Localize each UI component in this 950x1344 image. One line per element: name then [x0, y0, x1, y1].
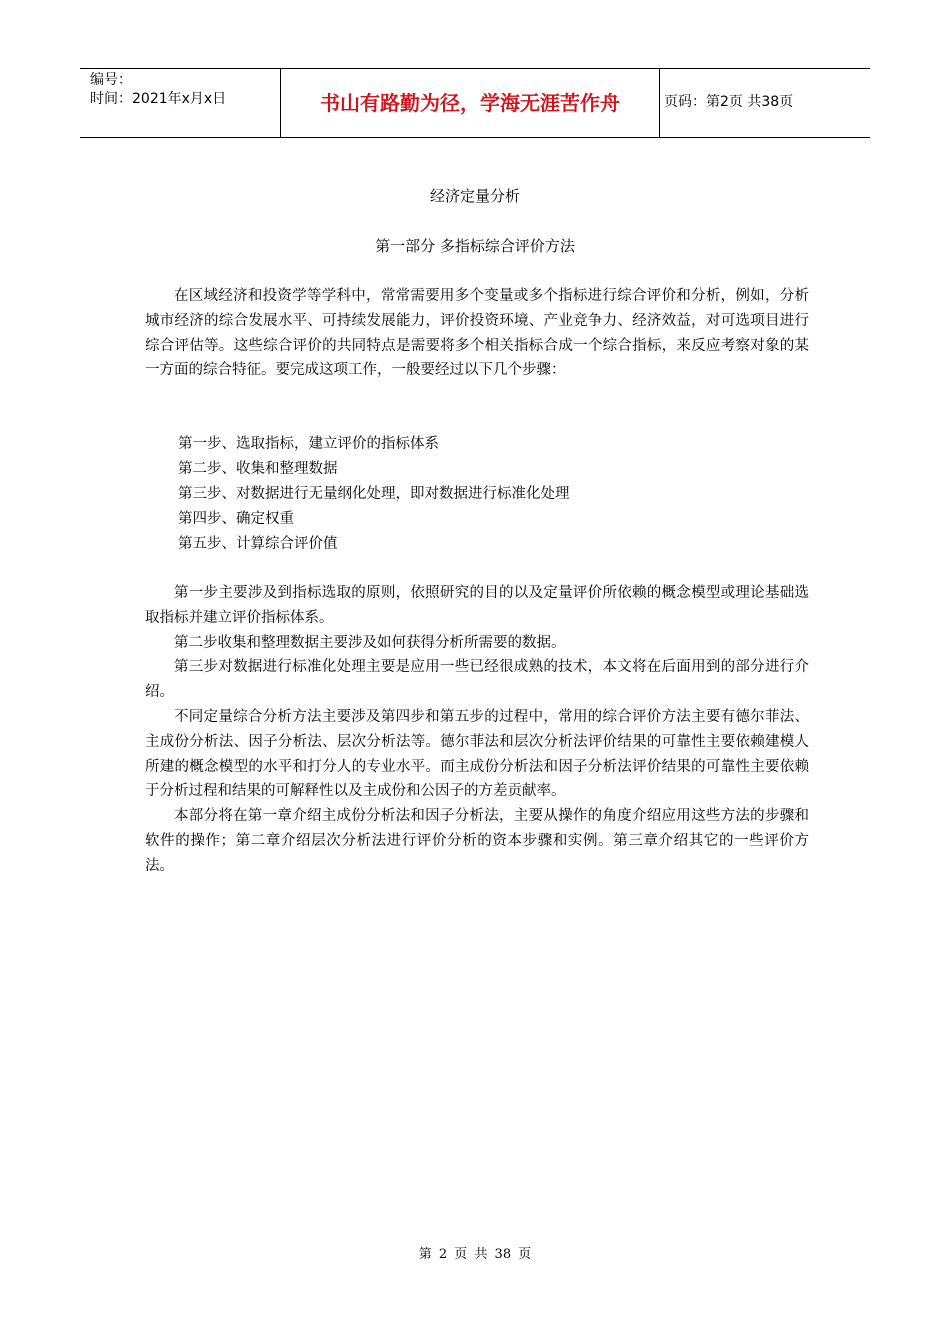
document-title: 经济定量分析	[429, 187, 520, 205]
step-item: 第三步、对数据进行无量纲化处理，即对数据进行标准化处理	[178, 486, 570, 502]
body-paragraph: 第一步主要涉及到指标选取的原则，依照研究的目的以及定量评价所依赖的概念模型或理论基础选取指标并建立评价指标体系。	[145, 585, 809, 626]
header-meta-cell	[80, 69, 281, 137]
page-footer: 第 2 页 共 38 页	[418, 1247, 532, 1262]
steps-list	[178, 432, 570, 557]
document-number-label: 编号：	[90, 72, 132, 88]
intro-text: 在区域经济和投资学等学科中，常常需要用多个变量或多个指标进行综合评价和分析，例如，分析城市经济的综合发展水平、可持续发展能力，评价投资环境、产业竞争力、经济效益，对可选项目进行综合评估等。这些综合评价的共同特点是需要将多个相关指标合成一个综合指标，来反应考察对象的某一方面的综合特征。要完成这项工作，一般要经过以下几个步骤：	[145, 288, 809, 379]
page-header	[80, 68, 870, 138]
step-item: 第五步、计算综合评价值	[178, 536, 338, 552]
header-page-cell	[660, 69, 870, 137]
document-date: 时间：2021年x月x日	[90, 91, 227, 107]
intro-paragraph	[145, 284, 809, 383]
body-paragraph: 第二步收集和整理数据主要涉及如何获得分析所需要的数据。	[174, 634, 566, 651]
body-paragraph: 本部分将在第一章介绍主成份分析法和因子分析法，主要从操作的角度介绍应用这些方法的步骤和软件的操作；第二章介绍层次分析法进行评价分析的资本步骤和实例。第三章介绍其它的一些评价方法。	[145, 808, 809, 874]
step-item: 第一步、选取指标，建立评价的指标体系	[178, 436, 439, 452]
body-paragraph: 第三步对数据进行标准化处理主要是应用一些已经很成熟的技术，本文将在后面用到的部分进行介绍。	[145, 659, 809, 701]
header-page-info: 页码：第2页 共38页	[664, 94, 794, 110]
body-paragraphs	[145, 581, 809, 879]
header-motto: 书山有路勤为径，学海无涯苦作舟	[320, 91, 620, 115]
body-paragraph: 不同定量综合分析方法主要涉及第四步和第五步的过程中，常用的综合评价方法主要有德尔菲法、主成份分析法、因子分析法、层次分析法等。德尔菲法和层次分析法评价结果的可靠性主要依赖建模人所建的概念模型的水平和打分人的专业水平。而主成份分析法和因子分析法评价结果的可靠性主要依赖于分析过程和结果的可解释性以及主成份和公因子的方差贡献率。	[145, 708, 809, 800]
step-item: 第四步、确定权重	[178, 511, 294, 527]
step-item: 第二步、收集和整理数据	[178, 461, 338, 477]
header-motto-cell	[281, 69, 660, 137]
document-subtitle: 第一部分 多指标综合评价方法	[375, 237, 575, 255]
